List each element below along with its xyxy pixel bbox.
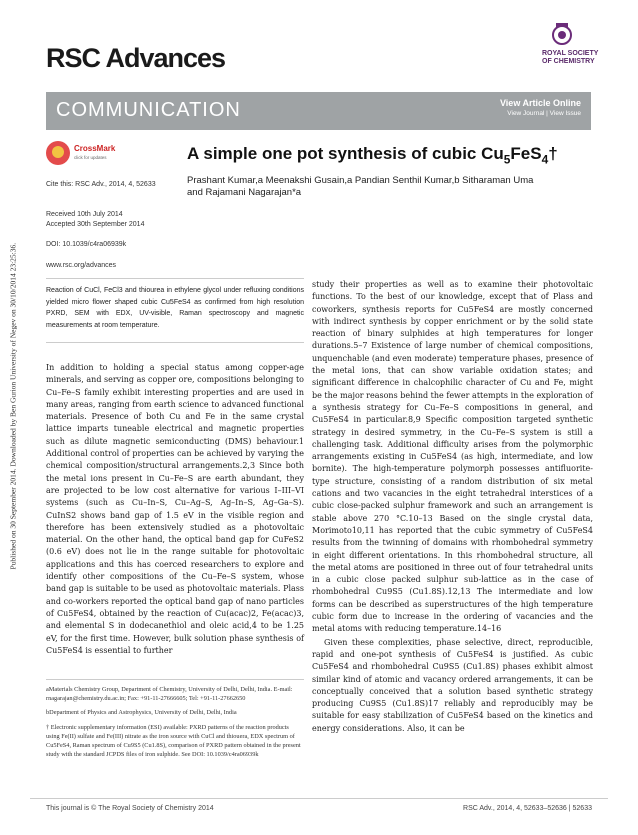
abstract-top-rule	[46, 278, 304, 279]
author-list	[187, 175, 607, 199]
abstract-bottom-rule	[46, 342, 304, 343]
accepted-date: Accepted 30th September 2014	[46, 221, 145, 228]
journal-title[interactable]: RSC Advances	[46, 43, 226, 73]
journal-website-link[interactable]: www.rsc.org/advances	[46, 262, 117, 269]
view-article-online-link[interactable]: View Article Online	[499, 98, 581, 108]
footnote-esi: † Electronic supplementary information (ESI) available: PXRD patterns of the reaction products using Fe(II) sulfate and Fe(III) nitrate as the iron source with CuCl and thiouera, EDX spectrum of Cu5FeS4, Raman spectrum of Cu9S5 (Cu1.8S), comparison of PXRD pattern obtained in the present study with the standard JCPDS files of iron sulphide. See DOI: 10.1039/c4ra06939k	[46, 723, 301, 759]
footnote-affiliation-a: aMaterials Chemistry Group, Department of Chemistry, University of Delhi, Delhi, India. E-mail: rnagarajan@chemistry.du.ac.in; Fax: +91-11-27666605; Tel: +91-11-27662650	[46, 686, 293, 703]
abstract: Reaction of CuCl, FeCl3 and thiourea in ethylene glycol under refluxing conditions yielded micro flower shaped cubic Cu5FeS4 as confirmed from high resolution PXRD, SEM with EDX, UV-visible, Raman spectroscopy and magnetic measurements at room temperature.	[46, 287, 304, 329]
view-journal-issue-links[interactable]: View Journal | View Issue	[507, 110, 581, 117]
authors-line-1: Prashant Kumar,a Meenakshi Gusain,a Pandian Senthil Kumar,b Sitharaman Uma	[187, 175, 534, 186]
section-label: COMMUNICATION	[56, 99, 241, 121]
copyright-footer: This journal is © The Royal Society of Chemistry 2014	[46, 805, 214, 812]
section-banner	[46, 92, 591, 130]
crossmark-sub: click for updates	[74, 155, 107, 160]
page-citation-footer: RSC Adv., 2014, 4, 52633–52636 | 52633	[463, 805, 592, 812]
crossmark-label: CrossMark	[74, 144, 116, 153]
footnotes	[46, 685, 304, 759]
logo-line-1: ROYAL SOCIETY	[542, 50, 599, 57]
download-notice: Published on 30 September 2014. Downloaded by Ben Gurion University of Negev on 30/10/2014 23:25:36.	[8, 242, 18, 570]
view-online-links	[500, 98, 581, 117]
doi[interactable]: DOI: 10.1039/c4ra06939k	[46, 241, 127, 248]
body-paragraph-1: study their properties as well as to examine their photovoltaic functions. To the best of our knowledge, except that of Plass and coworkers, synthesis reports for Cu5FeS4 are mostly concerned with indirect synthesis by copper enrichment or by the solid state reaction of binary sulphides at high temperatures for longer durations.5–7 Existence of large number of chemical compositions, unquenchable (and even moderate) temperature phases, presence of the metal ions, that can show variable oxidation states; and significant difference in chalcophilic character of Cu and Fe, might be the major reasons behind the fewer attempts in the exploration of a synthesis strategy for Cu–Fe–S compositions in general, and Cu5FeS4 in particular.8,9 Specific composition targeted synthetic strategy in desired symmetry, in the Cu–Fe–S system is still a challenging task. Additional difficulty arises from the polymorphic arrangements existing in Cu5FeS4 (as high, intermediate, and low bornite). The high-temperature polymorph possesses antifluorite-type structure, consisting of a random distribution of six metal cations and two vacancies in the eight tetrahedral interstices of a cubic close-packed sulphur framework and such an arrangement is stable above 270 °C.10–13 Based on the single crystal data, Morimoto10,11 has reported that the cubic symmetry of Cu5FeS4 results from the twinning of domains with rhombohedral symmetry in eight different orientations. In this rhombohedral structure, all the metal atoms are positioned in three out of four tetrahedral units in a cubic close packed sulphur sub-lattice as in the case of rhombohedral Cu9S5 (Cu1.8S).12,13 The intermediate and low forms can be described as superstructures of the high temperature cubic form due to increase in the ordering of vacancies and the metal atoms with reducing temperature.14–16	[312, 280, 593, 634]
body-right-column	[312, 279, 593, 735]
body-paragraph-2: Given these complexities, phase selective, direct, reproducible, rapid and one-pot synthesis of Cu5FeS4 is justified. As cubic Cu5FeS4 and rhombohedral Cu9S5 (Cu1.8S) phases exhibit almost similar kind of atomic and vacancy ordered arrangements, it can be conceptually conceived that a solution based synthetic strategy producing Cu9S5 (Cu1.8S)17 reliably and reproducibly may be suitable for easy stabilization of Cu5FeS4 based on the kinetics and energy considerations. Also, it can be	[312, 637, 593, 733]
crossmark-button[interactable]	[46, 140, 136, 166]
received-date: Received 10th July 2014	[46, 211, 123, 218]
footer-rule	[30, 798, 608, 799]
body-left-column: In addition to holding a special status among copper-age minerals, and serving as copper ore, compositions belonging to Cu–Fe–S family exhibit interesting properties and are used in many areas, ranging from earth science to advanced functional materials. Presence of both Cu and Fe in the same crystal lattice imparts tuneable electrical and magnetic properties such as dilute magnetic semiconducting (DMS) behaviour.1 Additional control of properties can be achieved by varying the chemical composition/structural arrangements.2,3 Since both the metal ions present in Cu–Fe–S are earth abundant, they are projected to be low cost alternative for various I–III–VI systems (such as Cu–In–S, Cu–Ag–S, Ag–In–S, Ag–Ga–S). CuInS2 shows band gap of 1.5 eV in the visible region and therefore has been extensively studied as a photovoltaic material. On the other hand, the optical band gap for CuFeS2 (0.6 eV) does not lie in the range suitable for photovoltaic applications and this has coerced researchers to explore and identify other compositions of the Cu–Fe–S system, whose band gap is suitable to be used as photovoltaic materials. Plass and co-workers reported the optical band gap of nano particles of Cu5FeS4, obtained by the reaction of Cu(acac)2, Fe(acac)3, and elemental S in dodecanethiol and oleic acid,4 to be 1.25 eV, for the first time. However, bulk solution phase synthesis of Cu5FeS4 is essential to further	[46, 363, 304, 655]
citation: Cite this: RSC Adv., 2014, 4, 52633	[46, 181, 156, 188]
rsc-crest-icon	[542, 22, 582, 46]
article-title: A simple one pot synthesis of cubic $Cu_5FeS_4\dagger$	[187, 144, 558, 167]
crossmark-icon	[46, 141, 70, 165]
rsc-logo[interactable]	[542, 22, 606, 66]
footnote-affiliation-b: bDepartment of Physics and Astrophysics, University of Delhi, Delhi, India	[46, 709, 237, 717]
logo-line-2: OF CHEMISTRY	[542, 58, 595, 65]
footnote-rule	[46, 679, 304, 680]
authors-line-2: and Rajamani Nagarajan*a	[187, 187, 302, 198]
